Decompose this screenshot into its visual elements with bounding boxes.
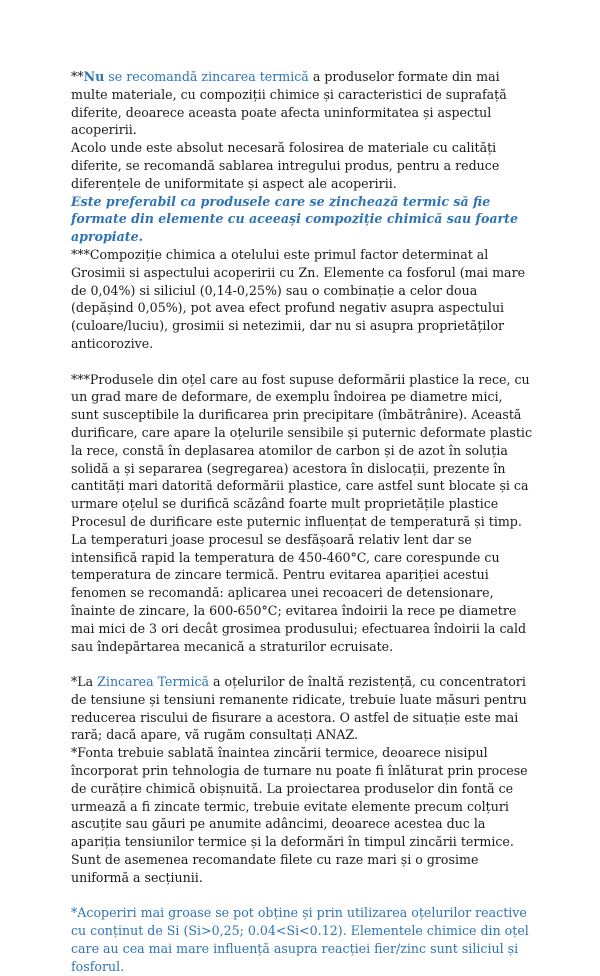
spacer — [71, 353, 533, 371]
spacer — [71, 887, 533, 905]
paragraph-cold-deformation: ***Produsele din oțel care au fost supuse deformării plastice la rece, cu un grad mare de deformare, de exemplu îndoirea pe diametre mici, sunt susceptibile la durificarea prin precipitare (îmbătrânire). Această durificare, care apare la oțelurile sensibile și puternic deformate plastic la rece, constă în deplasarea atomilor de carbon și de azot în soluția solidă a și separarea (segregarea) acestora în dislocații, prezente în cantități mari datorită deformării plastice, care astfel sunt blocate și ca urmare oțelul se durifică scăzând foarte mult proprietățile plastice — [71, 371, 532, 512]
paragraph-cast-iron: *Fonta trebuie sablată înaintea zincării termice, deoarece nisipul încorporat prin tehnologia de turnare nu poate fi înlăturat prin procese de curățire chimică obișnuită. La proiectarea produselor din fontă ce urmează a fi zincate termic, trebuie evitate elemente precum colțuri ascuțite sau găuri pe anumite adâncimi, deoarece acestea duc la apariția tensiunilor termice și la deformări în timpul zincării termice. Sunt de asemenea recomandate filete cu raze mari și o grosime uniformă a secțiunii. — [71, 745, 528, 885]
document-body — [71, 68, 533, 976]
paragraph-hardening-process: Procesul de durificare este puternic influențat de temperatură și timp. La temperaturi joase procesul se desfășoară relativ lent dar se intensifică rapid la temperatura de 450-460°C, care corespunde cu temperatura de zincare termică. Pentru evitarea apariției acestui fenomen se recomandă: aplicarea unei recoaceri de detensionare, înainte de zincare, la 600-650°C; evitarea îndoirii la rece pe diametre mai mici de 3 ori decât grosimea produsului; efectuarea îndoirii la cald sau îndepărtarea mecanică a straturilor ecruisate. — [71, 513, 527, 654]
paragraph-high-strength-steel — [71, 673, 533, 744]
paragraph-multi-material — [71, 68, 533, 139]
paragraph-reactive-steel: *Acoperiri mai groase se pot obține și prin utilizarea oțelurilor reactive cu conținut de Si (Si>0,25; 0.04<Si<0.12). Elementele chimice din oțel care au cea mai mare influență asupra reacției fier/zinc sunt siliciul și fosforul. — [71, 905, 529, 974]
paragraph-recommendation: Este preferabil ca produsele care se zinchează termic să fie formate din elemente cu aceeași compoziție chimică sau foarte apropiate. — [71, 193, 518, 245]
highlight-text: se recomandă zincarea termică — [104, 69, 309, 84]
spacer — [71, 655, 533, 673]
paragraph-text: a produselor formate din mai multe materiale, cu compoziții chimice și caracteristici de suprafață diferite, deoarece aceasta poate afecta uninformitatea și aspectul acoperirii. — [71, 69, 507, 138]
nu-emphasis: Nu — [83, 69, 105, 84]
asterisk-prefix: *La — [71, 674, 98, 690]
paragraph-text: a oțelurilor de înaltă rezistență, cu concentratori de tensiune și tensiuni remanente ridicate, trebuie luate măsuri pentru reducerea riscului de fisurare a acestora. O astfel de situație este mai rară; dacă apare, vă rugăm consultați ANAZ. — [71, 674, 527, 743]
asterisk-prefix: ** — [71, 69, 84, 84]
paragraph-chemical-composition: ***Compoziție chimica a otelului este primul factor determinat al Grosimii si aspectului acoperirii cu Zn. Elemente ca fosforul (mai mare de 0,04%) si siliciul (0,14-0,25%) sau o combinație a celor doua (depășind 0,05%), pot avea efect profund negativ asupra aspectului (culoare/luciu), grosimii si netezimii, dar nu si asupra proprietăților anticorozive. — [71, 246, 526, 351]
highlight-text: Zincarea Termică — [97, 674, 210, 690]
paragraph-sandblasting: Acolo unde este absolut necesară folosirea de materiale cu calități diferite, se recomandă sablarea intregului produs, pentru a reduce diferențele de uniformitate și aspect ale acoperirii. — [71, 140, 500, 191]
